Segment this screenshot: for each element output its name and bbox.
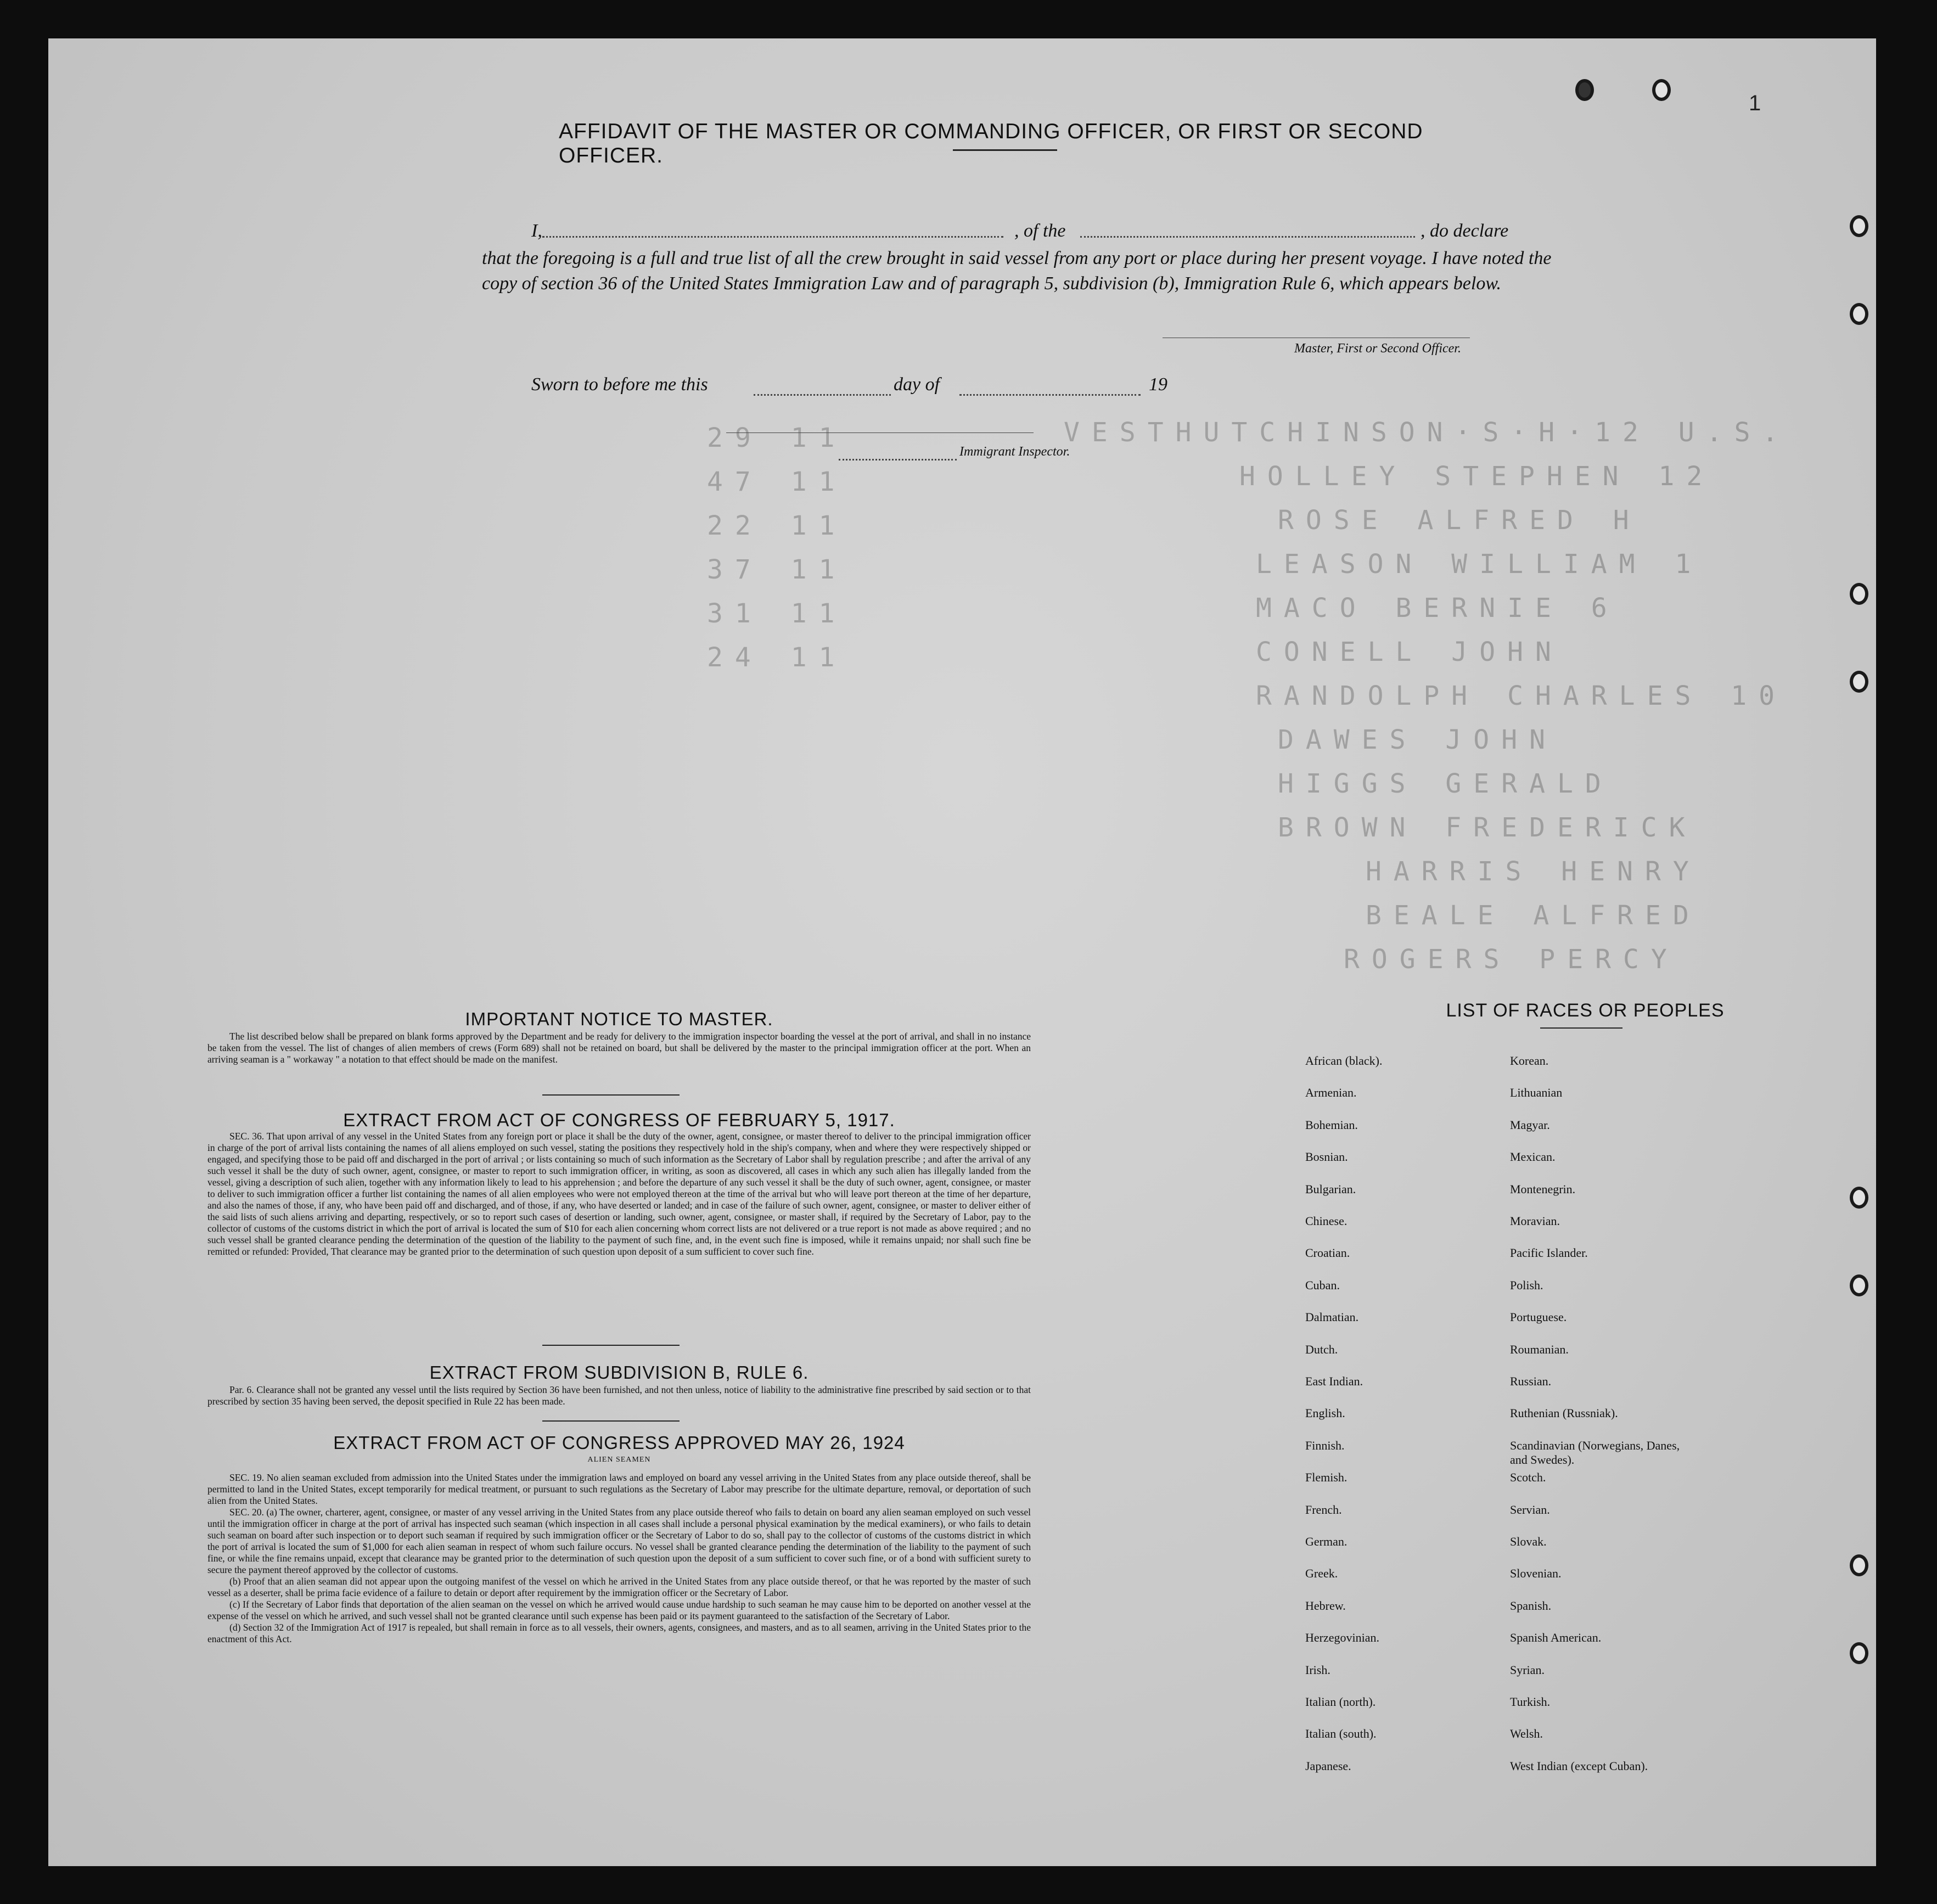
day-of-label: day of: [894, 374, 940, 395]
affidavit-declare-label: , do declare: [1421, 221, 1509, 241]
sworn-label: Sworn to before me this: [531, 374, 708, 395]
race-row: [1305, 1599, 1700, 1631]
race-row: [1305, 1118, 1700, 1150]
notice-paragraph: The list described below shall be prepared on blank forms approved by the Department and be ready for delivery to the immigration inspector boarding the vessel at the port of arrival, and shall in no instance be taken from the vessel. The list of changes of alien members of crews (Form 689) shall not be retained on board, but shall be delivered by the master to the principal immigration officer at the port. When an arriving seaman is a " workaway " a notation to that effect should be made on the manifest.: [207, 1031, 1031, 1065]
act-1924-body: [207, 1472, 1031, 1645]
race-row: [1305, 1150, 1700, 1182]
binder-hole-icon: [1850, 671, 1868, 693]
act-1924-sec-19: SEC. 19. No alien seaman excluded from admission into the United States under the immigration laws and employed on board any vessel arriving in the United States from any place outside thereof, shall be permitted to land in the United States, except temporarily for medical treatment, or pursuant to such regulations as the Secretary of Labor may prescribe for the ultimate departure, removal, or deportation of such alien from the United States.: [207, 1472, 1031, 1506]
document-page: 1 VESTHUTCHINSON·S·H·12 U.S. HOLLEY STEPHEN 12 ROSE ALFRED H LEASON WILLIAM 1 MACO BERNIE 6 CONELL JOHN RANDOLPH CHARLES 10 DAWES JOHN HIGGS GERALD BROWN FREDERICK HARRIS HENRY BEALE ALFRED ROGERS PERCY 29 11 47 11 22 11 37 11 31 11 24 11 AFFIDAVIT OF THE MASTER OR COMMANDING OFFICER, OR FIRST OR SECOND OFFICER. I, , of the , do declare that the foregoing is a full and true list of all the crew brought in said vessel from any port or place during her present voyage. I have noted the copy of section 36 of the United States Immigration Law and of paragraph 5, subdivision (b), Immigration Rule 6, which appears below. Master, First or Second Officer. Sworn to before me this day of 19 Immigrant Inspector. IMPORTANT NOTICE TO MASTER. The list described below shall be prepared on blank forms approved by the Department and be ready for delivery to the immigration inspector boarding the vessel at the port of arrival, and shall in no instance be taken from the vessel. The list of changes of alien members of crews (Form 689) shall not be retained on board, but shall be delivered by the master to the principal immigration officer at the port. When an arriving seaman is a " workaway " a notation to that effect should be made on the manifest. EXTRACT FROM ACT OF CONGRESS OF FEBRUARY 5, 1917. SEC. 36. That upon arrival of any vessel in the United States from any foreign port or place it shall be the duty of the owner, agent, consignee, or master thereof to deliver to the principal immigration officer in charge of the port of arrival lists containing the names of all aliens employed on such vessel, stating the positions they respectively hold in the ship's company, when and where they were respectively shipped or engaged, and specifying those to be paid off and discharged in the port of arrival ; or lists containing so much of such information as the Secretary of Labor shall by regulation prescribe ; and after the arrival of any such vessel it shall be the duty of such owner, agent, consignee, or master to report to such immigration officer, in writing, as soon as discovered, all cases in which any such alien has illegally landed from the vessel, giving a description of such alien, together with any information likely to lead to his apprehension ; and before the departure of any such vessel it shall be the duty of such owner, agent, consignee, or master to deliver to such immigration officer a further list containing the names of all alien employees who were not employed thereon at the time of the arrival but who will leave port thereon at the time of her departure, and also the names of those, if any, who have been paid off and discharged, and of those, if any, who have deserted or landed; and in case of the failure of such owner, agent, consignee, or master to deliver either of the said lists of such aliens arriving and departing, respectively, or so to report such cases of desertion or landing, such owner, agent, consignee, or master shall, if required by the Secretary of Labor, pay to the collector of customs of the customs district in which the port of arrival is located the sum of $10 for each alien concerning whom correct lists are not delivered or a true report is not made as above required ; and no such vessel shall be granted clearance pending the determination of the question of the liability to the payment of such fine, and, in the event such fine is imposed, while it remains unpaid; nor shall such fine be remitted or refunded: Provided, That clearance may be granted prior to the determination of such question upon deposit of a sum sufficient to cover such fine. EXTRACT FROM SUBDIVISION B, RULE 6. Par. 6. Clearance shall not be granted any vessel until the lists required by Section 36 have been furnished, and not then unless, notice of liability to the administrative fine prescribed by said section or to that prescribed by section 35 having been served, the deposit specified in Rule 22 has been made. EXTRACT FROM ACT OF CONGRESS APPROVED MAY 26, 1924 ALIEN SEAMEN SEC. 19. No alien seaman excluded from admission into the United States under the immigration laws and employed on board any vessel arriving in the United States from any place outside thereof, shall be permitted to land in the United States, except temporarily for medical treatment, or pursuant to such regulations as the Secretary of Labor may prescribe for the ultimate departure, removal, or deportation of such alien from the United States. SEC. 20. (a) The owner, charterer, agent, consignee, or master of any vessel arriving in the United States from any place outside thereof who fails to detain on board any alien seaman employed on such vessel until the immigration officer in charge at the port of arrival has inspected such seaman (which inspection in all cases shall include a personal physical examination by the medical examiners), or who fails to detain such seaman on board after such inspection or to deport such seaman if required by such immigration officer or the Secretary of Labor to do so, shall pay to the collector of customs of the customs district in which the port of arrival is located the sum of $1,000 for each alien seaman in respect of whom such failure occurs. No vessel shall be granted clearance pending the determination of the liability to the payment of such fine, or while the fine remains unpaid, except that clearance may be granted prior to the determination of such question upon the deposit of a sum sufficient to cover such fine, or of a bond with sufficient surety to secure the payment thereof approved by the collector of customs. (b) Proof that an alien seaman did not appear upon the outgoing manifest of the vessel on which he arrived in the United States from any place outside thereof, or that he was reported by the master of such vessel as a deserter, shall be prima facie evidence of a failure to detain or deport after requirement by the immigration officer or the Secretary of Labor. (c) If the Secretary of Labor finds that deportation of the alien seaman on the vessel on which he arrived would cause undue hardship to such seaman he may cause him to be deported on another vessel at the expense of the vessel on which he arrived, and such vessel shall not be granted clearance until such expense has been paid or its payment guaranteed to the satisfaction of the Secretary of Labor. (d) Section 32 of the Immigration Act of 1917 is repealed, but shall remain in force as to all vessels, their owners, agents, consignees, and masters, and as to all seamen, arriving in the United States prior to the enactment of this Act. LIST OF RACES OR PEOPLES African (black). Korean. Armenian. Lithuanian Bohemian. Magyar. Bosnian. Mexican. Bulgarian. Montenegrin. Chinese. Moravian. Croatian. Pacific Islander. Cuban. Polish. Dalmatian. Portuguese. Dutch. Roumanian. East Indian. Russian. English. Ruthenian (Russniak). Finnish. Scandinavian (Norwegians, Danes, and Swedes). Flemish. Scotch. French. Servian. German. Slovak. Greek. Slovenian. Hebrew. Spanish. Herzegovinian. Spanish American. Irish. Syrian. Italian (north). Turkish. Italian (south). Welsh. Japanese. West Indian (except Cuban).: [48, 38, 1876, 1866]
binder-hole-icon: [1652, 79, 1671, 101]
race-left-item: Flemish.: [1305, 1470, 1348, 1485]
sworn-month-field[interactable]: [959, 394, 1141, 396]
binder-hole-icon: [1850, 1274, 1868, 1296]
race-left-item: Dalmatian.: [1305, 1310, 1359, 1324]
affidavit-of-the-label: , of the: [1014, 221, 1066, 241]
race-right-item: Polish.: [1510, 1278, 1543, 1292]
title-divider: [953, 149, 1057, 151]
binder-hole-icon: [1850, 1554, 1868, 1576]
race-row: [1305, 1054, 1700, 1086]
race-right-item: West Indian (except Cuban).: [1510, 1759, 1648, 1773]
notice-body: [207, 1031, 1031, 1065]
race-left-item: Bulgarian.: [1305, 1182, 1356, 1196]
race-left-item: Herzegovinian.: [1305, 1631, 1379, 1645]
binder-hole-icon: [1850, 215, 1868, 237]
rule-6-title: EXTRACT FROM SUBDIVISION B, RULE 6.: [429, 1362, 809, 1383]
race-row: [1305, 1086, 1700, 1117]
race-row: [1305, 1535, 1700, 1566]
margin-mark: 1: [1749, 91, 1761, 115]
race-left-item: Hebrew.: [1305, 1598, 1346, 1613]
race-row: [1305, 1727, 1700, 1759]
race-row: [1305, 1470, 1700, 1502]
races-title-divider: [1540, 1027, 1622, 1029]
race-right-item: Ruthenian (Russniak).: [1510, 1406, 1618, 1420]
act-1917-section-36: SEC. 36. That upon arrival of any vessel in the United States from any foreign port or place it shall be the duty of the owner, agent, consignee, or master thereof to deliver to the principal immigration officer in charge of the port of arrival lists containing the names of all aliens employed on such vessel, stating the positions they respectively hold in the ship's company, when and where they were respectively shipped or engaged, and specifying those to be paid off and discharged in the port of arrival ; or lists containing so much of such information as the Secretary of Labor shall by regulation prescribe ; and after the arrival of any such vessel it shall be the duty of such owner, agent, consignee, or master to report to such immigration officer, in writing, as soon as discovered, all cases in which any such alien has illegally landed from the vessel, giving a description of such alien, together with any information likely to lead to his apprehension ; and before the departure of any such vessel it shall be the duty of such owner, agent, consignee, or master to deliver to such immigration officer a further list containing the names of all alien employees who were not employed thereon at the time of the arrival but who will leave port thereon at the time of her departure, and also the names of those, if any, who have been paid off and discharged, and of those, if any, who have deserted or landed; and in case of the failure of such owner, agent, consignee, or master to deliver either of the said lists of such aliens arriving and departing, respectively, or so to report such cases of desertion or landing, such owner, agent, consignee, or master shall, if required by the Secretary of Labor, pay to the collector of customs of the customs district in which the port of arrival is located the sum of $10 for each alien concerning whom correct lists are not delivered or a true report is not made as above required ; and no such vessel shall be granted clearance pending the determination of the question of the liability to the payment of such fine, and, in the event such fine is imposed, while it remains unpaid; nor shall such fine be remitted or refunded: Provided, That clearance may be granted prior to the determination of such question upon deposit of a sum sufficient to cover such fine.: [207, 1131, 1031, 1257]
race-row: [1305, 1663, 1700, 1695]
sworn-day-field[interactable]: [754, 394, 891, 396]
act-1924-subtitle: ALIEN SEAMEN: [587, 1456, 651, 1464]
race-row: [1305, 1406, 1700, 1438]
race-left-item: Japanese.: [1305, 1759, 1351, 1773]
race-right-item: Welsh.: [1510, 1727, 1543, 1741]
race-row: [1305, 1631, 1700, 1663]
race-left-item: Dutch.: [1305, 1342, 1338, 1356]
race-right-item: Portuguese.: [1510, 1310, 1567, 1324]
race-row: [1305, 1439, 1700, 1470]
section-divider: [542, 1420, 680, 1422]
binder-hole-icon: [1575, 79, 1594, 101]
section-divider: [542, 1094, 680, 1096]
race-left-item: Bosnian.: [1305, 1150, 1348, 1164]
race-right-item: Scandinavian (Norwegians, Danes, and Swedes).: [1510, 1438, 1680, 1467]
race-left-item: Bohemian.: [1305, 1117, 1358, 1132]
section-divider: [542, 1345, 680, 1346]
act-1924-title: EXTRACT FROM ACT OF CONGRESS APPROVED MAY 26, 1924: [333, 1433, 905, 1453]
race-right-item: Magyar.: [1510, 1117, 1550, 1132]
race-left-item: Chinese.: [1305, 1214, 1348, 1228]
race-row: [1305, 1343, 1700, 1374]
act-1924-sec-20b: (b) Proof that an alien seaman did not appear upon the outgoing manifest of the vessel on which he arrived in the United States from any place outside thereof, or that he was reported by the master of such vessel as a deserter, shall be prima facie evidence of a failure to detain or deport after requirement by the immigration officer or the Secretary of Labor.: [207, 1576, 1031, 1598]
race-right-item: Roumanian.: [1510, 1342, 1569, 1356]
binder-hole-icon: [1850, 1187, 1868, 1209]
act-1917-title: EXTRACT FROM ACT OF CONGRESS OF FEBRUARY 5, 1917.: [343, 1110, 895, 1130]
race-right-item: Lithuanian: [1510, 1086, 1563, 1100]
races-title: LIST OF RACES OR PEOPLES: [1446, 1000, 1725, 1021]
race-left-item: Greek.: [1305, 1566, 1338, 1581]
race-left-item: Croatian.: [1305, 1246, 1350, 1260]
inspector-name-field[interactable]: [839, 459, 957, 460]
act-1924-sec-20c: (c) If the Secretary of Labor finds that deportation of the alien seaman on the vessel on which he arrived would cause undue hardship to such seaman he may cause him to be deported on another vessel at the expense of the vessel on which he arrived, and such vessel shall not be granted clearance until such expense has been paid or its payment guaranteed to the satisfaction of the Secretary of Labor.: [207, 1599, 1031, 1621]
act-1924-sec-20d: (d) Section 32 of the Immigration Act of 1917 is repealed, but shall remain in force as to all vessels, their owners, agents, consignees, and masters, and as to all seamen, arriving in the United States prior to the enactment of this Act.: [207, 1622, 1031, 1644]
race-left-item: German.: [1305, 1535, 1348, 1548]
affidavit-i-label: I,: [531, 221, 542, 241]
race-left-item: Italian (north).: [1305, 1695, 1376, 1709]
race-right-item: Montenegrin.: [1510, 1182, 1576, 1196]
race-right-item: Mexican.: [1510, 1150, 1556, 1164]
race-left-item: Armenian.: [1305, 1086, 1357, 1100]
vessel-name-field[interactable]: [1080, 236, 1415, 238]
race-left-item: Cuban.: [1305, 1278, 1340, 1292]
race-right-item: Pacific Islander.: [1510, 1246, 1588, 1260]
race-right-item: Slovenian.: [1510, 1566, 1562, 1581]
inspector-label: Immigrant Inspector.: [959, 445, 1070, 459]
race-right-item: Russian.: [1510, 1374, 1552, 1388]
notice-title: IMPORTANT NOTICE TO MASTER.: [465, 1009, 773, 1029]
race-right-item: Moravian.: [1510, 1214, 1560, 1228]
race-left-item: English.: [1305, 1406, 1345, 1420]
affidavit-statement: that the foregoing is a full and true list of all the crew brought in said vessel from any port or place during her present voyage. I have noted the copy of section 36 of the United States Immigration Law and of paragraph 5, subdivision (b), Immigration Rule 6, which appears below.: [482, 248, 1552, 294]
rule-6-body: [207, 1384, 1031, 1407]
race-right-item: Slovak.: [1510, 1535, 1547, 1548]
race-left-item: Italian (south).: [1305, 1727, 1377, 1741]
year-label: 19: [1149, 374, 1167, 395]
master-signature-label: Master, First or Second Officer.: [1294, 341, 1461, 356]
binder-hole-icon: [1850, 303, 1868, 325]
race-row: [1305, 1374, 1700, 1406]
act-1917-body: [207, 1131, 1031, 1257]
rule-6-paragraph: Par. 6. Clearance shall not be granted any vessel until the lists required by Section 36 have been furnished, and not then unless, notice of liability to the administrative fine prescribed by said section or to that prescribed by section 35 having been served, the deposit specified in Rule 22 has been made.: [207, 1384, 1031, 1407]
race-left-item: East Indian.: [1305, 1374, 1363, 1388]
race-right-item: Turkish.: [1510, 1695, 1551, 1709]
race-row: [1305, 1214, 1700, 1246]
race-right-item: Servian.: [1510, 1502, 1550, 1517]
binder-hole-icon: [1850, 583, 1868, 605]
race-row: [1305, 1566, 1700, 1598]
affidavit-title: AFFIDAVIT OF THE MASTER OR COMMANDING OFFICER, OR FIRST OR SECOND OFFICER.: [559, 120, 1423, 167]
race-row: [1305, 1310, 1700, 1342]
race-left-item: Irish.: [1305, 1663, 1330, 1677]
race-right-item: Spanish.: [1510, 1598, 1552, 1613]
race-row: [1305, 1695, 1700, 1727]
race-right-item: Spanish American.: [1510, 1631, 1602, 1645]
act-1924-sec-20a: SEC. 20. (a) The owner, charterer, agent, consignee, or master of any vessel arriving in the United States from any place outside thereof who fails to detain on board any alien seaman employed on such vessel until the immigration officer in charge at the port of arrival has inspected such seaman (which inspection in all cases shall include a personal physical examination by the medical examiners), or who fails to detain such seaman on board after such inspection or to deport such seaman if required by such immigration officer or the Secretary of Labor to do so, shall pay to the collector of customs of the customs district in which the port of arrival is located the sum of $1,000 for each alien seaman in respect of whom such failure occurs. No vessel shall be granted clearance pending the determination of the liability to the payment of such fine, or while the fine remains unpaid, except that clearance may be granted prior to the determination of such question upon the deposit of a sum sufficient to cover such fine, or of a bond with sufficient surety to secure the payment thereof approved by the collector of customs.: [207, 1507, 1031, 1575]
race-left-item: Finnish.: [1305, 1438, 1345, 1452]
race-row: [1305, 1278, 1700, 1310]
race-right-item: Scotch.: [1510, 1470, 1546, 1485]
race-right-item: Korean.: [1510, 1054, 1549, 1068]
binder-hole-icon: [1850, 1642, 1868, 1664]
race-row: [1305, 1759, 1700, 1791]
race-row: [1305, 1246, 1700, 1278]
race-left-item: African (black).: [1305, 1054, 1383, 1068]
race-right-item: Syrian.: [1510, 1663, 1545, 1677]
master-name-field[interactable]: [542, 236, 1003, 238]
race-row: [1305, 1503, 1700, 1535]
race-row: [1305, 1182, 1700, 1214]
race-left-item: French.: [1305, 1502, 1342, 1517]
